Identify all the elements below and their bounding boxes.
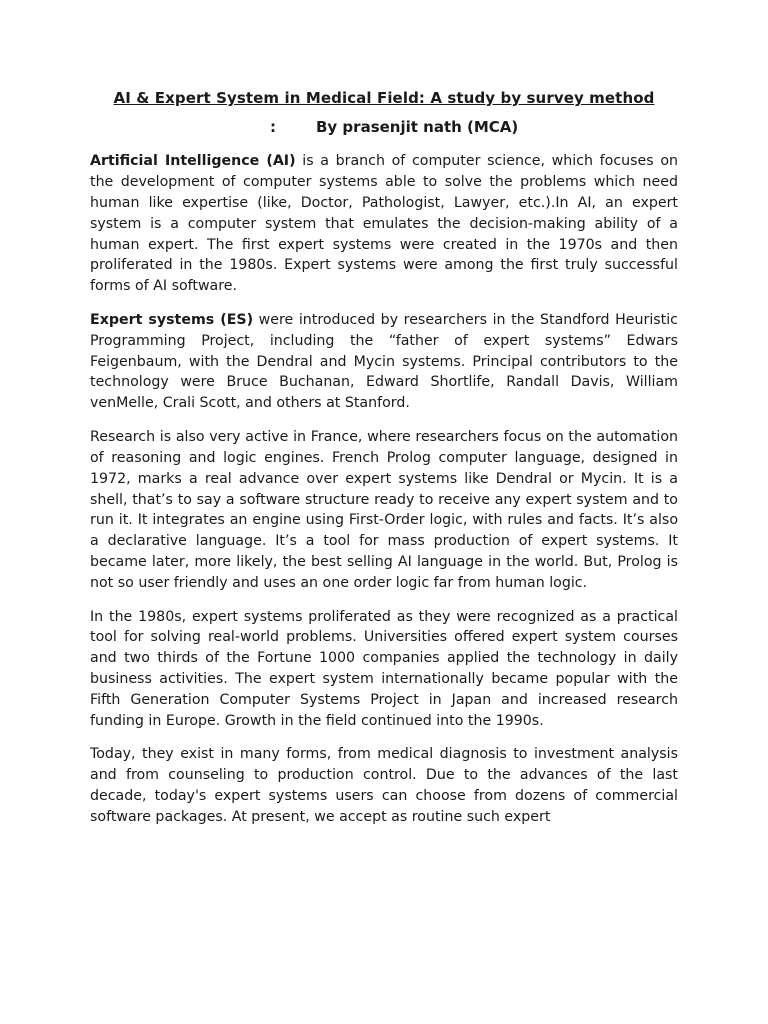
paragraph-text: In the 1980s, expert systems proliferated as they were recognized as a practical tool for solving real-world problems. Universities offered expert system courses and two thirds of the Fortune 1000 companies applied the technology in daily business activities. The expert system internationally became popular with the Fifth Generation Computer Systems Project in Japan and increased research funding in Europe. Growth in the field continued into the 1990s.	[90, 608, 678, 730]
paragraph-lead: Artificial Intelligence (AI)	[90, 152, 296, 169]
paragraph-text: Today, they exist in many forms, from medical diagnosis to investment analysis and from counseling to production control. Due to the advances of the last decade, today's expert systems users can choose from dozens of commercial software packages. At present, we accept as routine such expert	[90, 746, 678, 826]
paragraph-ai-intro	[90, 151, 678, 297]
document-title: AI & Expert System in Medical Field: A study by survey method	[113, 89, 655, 107]
document-page	[90, 88, 678, 841]
paragraph-1980s	[90, 607, 678, 732]
paragraph-text: were introduced by researchers in the Standford Heuristic Programming Project, including the “father of expert systems” Edwars Feigenbaum, with the Dendral and Mycin systems. Principal contributors to the technology were Bruce Buchanan, Edward Shortlife, Randall Davis, William venMelle, Crali Scott, and others at Stanford.	[90, 311, 678, 412]
paragraph-text: is a branch of computer science, which focuses on the development of computer systems able to solve the problems which need human like expertise (like, Doctor, Pathologist, Lawyer, etc.).In AI, an expert system is a computer system that emulates the decision-making ability of a human expert. The first expert systems were created in the 1970s and then proliferated in the 1980s. Expert systems were among the first truly successful forms of AI software.	[90, 152, 678, 295]
author-name: By prasenjit nath (MCA)	[316, 117, 519, 136]
paragraph-lead: Expert systems (ES)	[90, 311, 254, 328]
byline-colon: :	[270, 117, 276, 136]
paragraph-text: Research is also very active in France, where researchers focus on the automation of reasoning and logic engines. French Prolog computer language, designed in 1972, marks a real advance over expert systems like Dendral or Mycin. It is a shell, that’s to say a software structure ready to receive any expert system and to run it. It integrates an engine using First-Order logic, with rules and facts. It’s also a declarative language. It’s a tool for mass production of expert systems. It became later, more likely, the best selling AI language in the world. But, Prolog is not so user friendly and uses an one order logic far from human logic.	[90, 428, 678, 592]
paragraph-expert-systems	[90, 310, 678, 415]
byline	[90, 117, 678, 139]
paragraph-france-research	[90, 427, 678, 594]
paragraph-today	[90, 744, 678, 828]
